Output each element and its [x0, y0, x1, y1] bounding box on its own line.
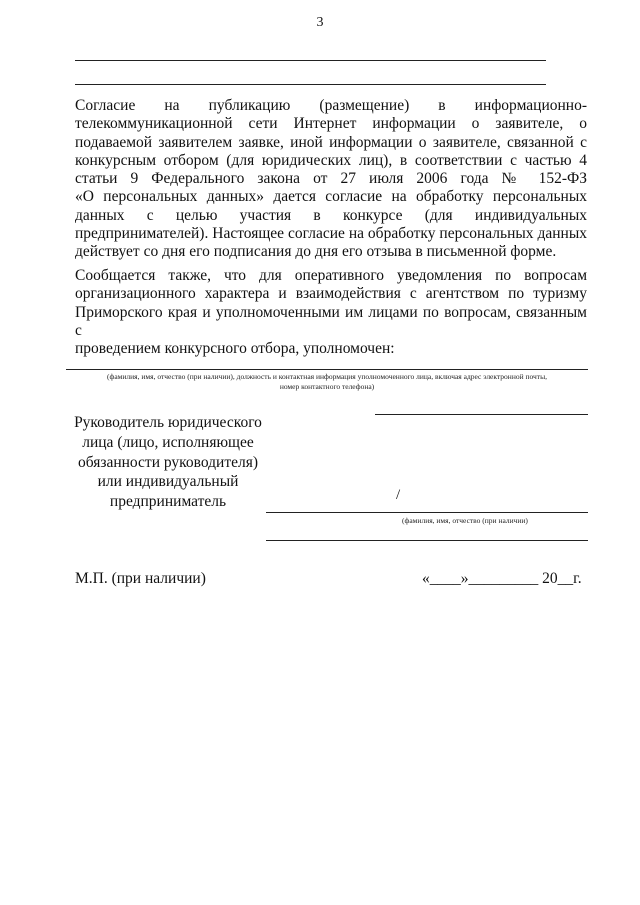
consent-line: Согласие на публикацию (размещение) в информационно- — [75, 97, 587, 114]
consent-line: телекоммуникационной сети Интернет информации о заявителе, о — [75, 115, 587, 133]
page-number: 3 — [316, 15, 324, 30]
consent-line: «О персональных данных» дается согласие на обработку персональных — [75, 188, 587, 206]
notice-paragraph — [75, 267, 587, 358]
consent-line: конкурсным отбором (для юридических лиц), в соответствии с частью 4 — [75, 151, 587, 169]
notice-line: Приморского края и уполномоченными им лицами по вопросам, связанным с — [75, 303, 587, 339]
notice-line: проведением конкурсного отбора, уполномочен: — [75, 340, 395, 358]
caption-line: (фамилия, имя, отчество (при наличии), должность и контактная информация уполномоченного лица, включая адрес электронной почты, — [106, 372, 548, 381]
signatory-title — [60, 413, 276, 512]
authorized-person-caption — [66, 372, 588, 392]
blank-line-2 — [75, 84, 546, 85]
blank-line-1 — [75, 60, 546, 61]
consent-line: данных с целью участия в конкурсе (для индивидуальных — [75, 206, 587, 224]
notice-line: Сообщается также, что для оперативного уведомления по вопросам — [75, 267, 587, 284]
signature-line — [266, 512, 588, 513]
date-field: «____»_________ 20__г. — [422, 570, 582, 587]
consent-line: предпринимателей). Настоящее согласие на обработку персональных данных — [75, 225, 587, 243]
signatory-line: лица (лицо, исполняющее — [82, 433, 254, 451]
authorized-person-line — [66, 369, 588, 370]
signatory-line: обязанности руководителя) — [77, 453, 259, 471]
signatory-line: или индивидуальный — [97, 473, 239, 491]
notice-line: организационного характера и взаимодействия с агентством по туризму — [75, 285, 587, 303]
signatory-line: Руководитель юридического — [74, 414, 262, 431]
signature-bottom-line — [266, 540, 588, 541]
signature-top-line — [375, 414, 588, 415]
consent-paragraph — [75, 97, 587, 262]
signature-separator: / — [396, 487, 401, 503]
consent-line: подаваемой заявителем заявке, иной информации о заявителе, связанной с — [75, 133, 587, 151]
consent-line: статьи 9 Федерального закона от 27 июля 2006 года № 152-ФЗ — [75, 170, 587, 188]
consent-line: действует со дня его подписания до дня его отзыва в письменной форме. — [75, 243, 557, 261]
signatory-line: предприниматель — [109, 493, 227, 511]
name-caption: (фамилия, имя, отчество (при наличии) — [402, 516, 528, 525]
stamp-label: М.П. (при наличии) — [75, 570, 206, 587]
caption-line: номер контактного телефона) — [279, 382, 375, 391]
